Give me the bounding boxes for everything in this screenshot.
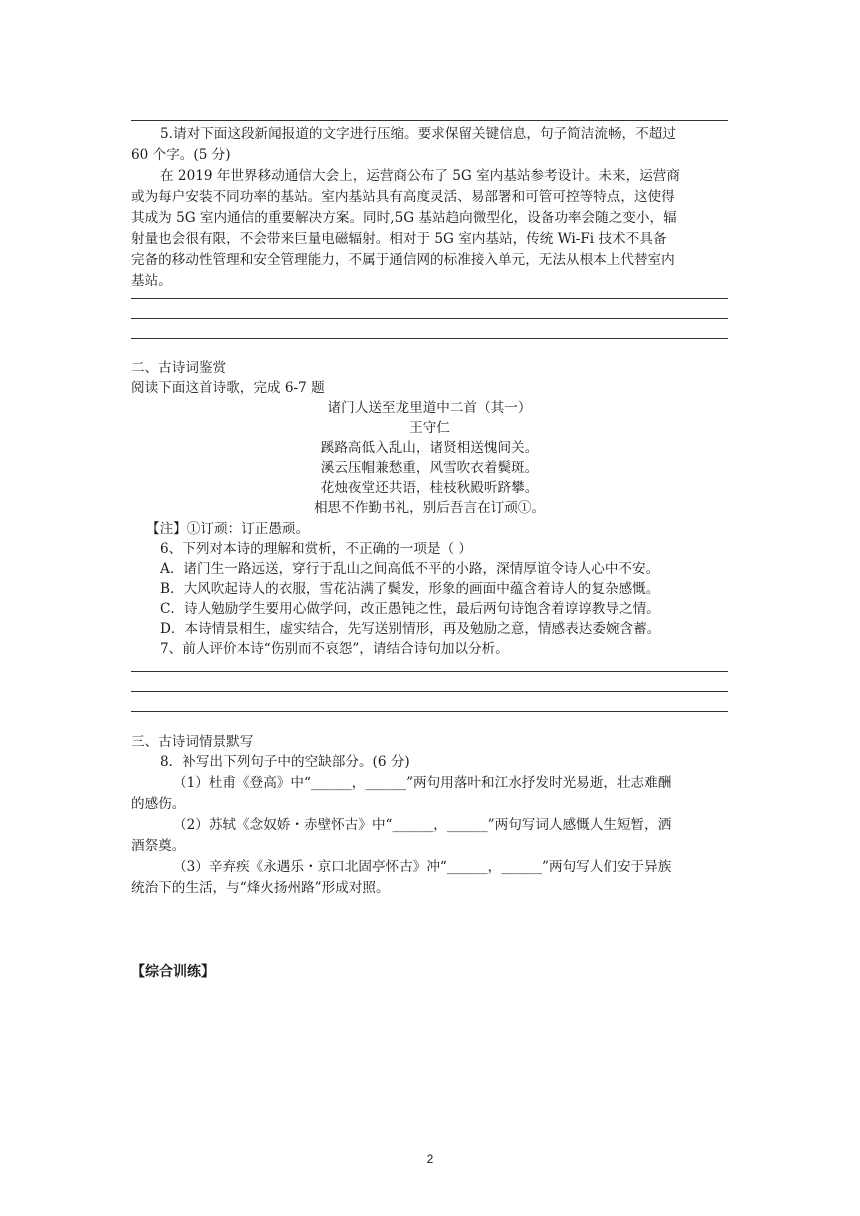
poem-title: 诸门人送至龙里道中二首（其一） [327,400,532,416]
section-3-heading: 三、古诗词情景默写 [131,734,254,750]
q6-option-a: A．诸门生一路远送，穿行于乱山之间高低不平的小路，深情厚谊令诗人心中不安。 [160,561,660,577]
q5-passage-line: 在 2019 年世界移动通信大会上，运营商公布了 5G 室内基站参考设计。未来，运营商 [160,168,680,184]
q8-item-3-cont: 统治下的生活，与“烽火扬州路”形成对照。 [131,880,390,896]
poem-line: 花烛夜堂还共语，桂枝秋殿听跻攀。 [320,480,539,496]
q7-prompt: 7、前人评价本诗“伤别而不哀怨”，请结合诗句加以分析。 [160,641,509,657]
section-2-heading: 二、古诗词鉴赏 [131,360,227,376]
poem-note: 【注】①订顽：订正愚顽。 [146,521,310,537]
q6-prompt: 6、下列对本诗的理解和赏析，不正确的一项是（ ） [160,541,473,557]
q8-item-2: （2）苏轼《念奴娇・赤壁怀古》中“______，______”两句写词人感慨人生短暂，洒 [173,817,672,833]
q8-item-1-cont: 的感伤。 [131,796,186,812]
q5-passage-line: 基站。 [131,273,172,289]
q8-item-3: （3）辛弃疾《永遇乐・京口北固亭怀古》冲“______，______”两句写人们安于异族 [173,859,672,875]
q6-option-c: C．诗人勉励学生要用心做学问，改正愚钝之性，最后两句诗饱含着谆谆教导之情。 [160,601,660,617]
top-rule [131,120,728,121]
answer-line [131,318,728,319]
answer-line [131,711,728,712]
training-heading: 【综合训练】 [131,964,215,980]
answer-line [131,338,728,339]
poem-line: 溪云压帽兼愁重，风雪吹衣着鬓斑。 [320,460,539,476]
q5-prompt-line-2: 60 个字。(5 分) [131,147,231,163]
poem-line: 蹊路高低入乱山，诸贤相送愧间关。 [320,440,539,456]
section-2-instruction: 阅读下面这首诗歌，完成 6-7 题 [131,380,325,396]
poem-author: 王守仁 [409,420,450,436]
q5-passage-line: 射量也会很有限，不会带来巨量电磁辐射。相对于 5G 室内基站，传统 Wi-Fi 技术不具备 [131,231,667,247]
q8-item-1: （1）杜甫《登高》中“______，______”两句用落叶和江水抒发时光易逝，壮志难酬 [173,775,672,791]
q8-prompt: 8．补写出下列句子中的空缺部分。(6 分) [160,754,410,770]
answer-line [131,691,728,692]
page-number: 2 [426,1152,434,1166]
q5-passage-line: 完备的移动性管理和安全管理能力，不属于通信网的标准接入单元，无法从根本上代替室内 [131,252,675,268]
q5-passage-line: 其成为 5G 室内通信的重要解决方案。同时,5G 基站趋向微型化，设备功率会随之变小，辐 [131,210,677,226]
q6-option-d: D．本诗情景相生，虚实结合，先写送别情形，再及勉励之意，情感表达委婉含蓄。 [160,621,661,637]
answer-line [131,298,728,299]
poem-line: 相思不作勤书礼，别后吾言在订顽①。 [313,500,546,516]
q8-item-2-cont: 酒祭奠。 [131,838,186,854]
answer-line [131,671,728,672]
q5-passage-line: 或为每户安装不同功率的基站。室内基站具有高度灵活、易部署和可管可控等特点，这使得 [131,189,675,205]
q6-option-b: B．大风吹起诗人的衣服，雪花沾满了鬓发，形象的画面中蕴含着诗人的复杂感慨。 [160,581,660,597]
q5-prompt-line-1: 5.请对下面这段新闻报道的文字进行压缩。要求保留关键信息，句子简洁流畅，不超过 [160,126,676,142]
